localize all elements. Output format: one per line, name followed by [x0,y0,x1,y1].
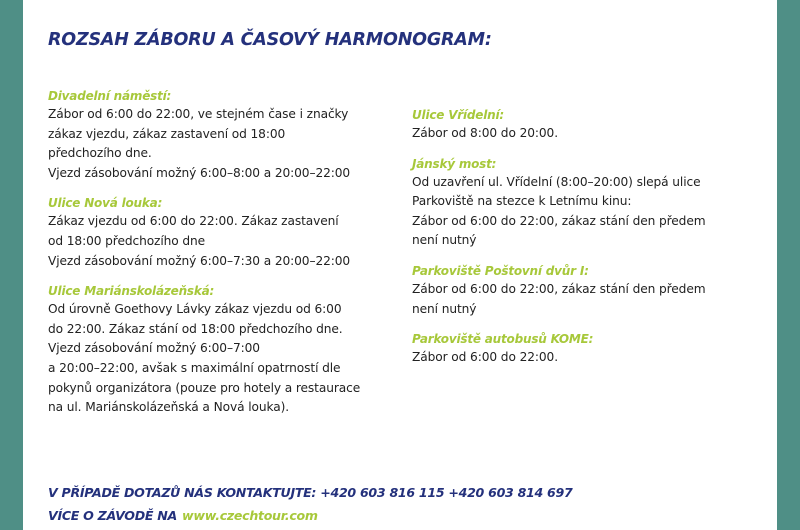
info-sheet [23,0,777,530]
section-title: Ulice Nová louka: [48,196,163,211]
page-title: ROZSAH ZÁBORU A ČASOVÝ HARMONOGRAM: [48,30,492,50]
section-body: Zábor od 6:00 do 22:00, ve stejném čase i značky zákaz vjezdu, zákaz zastavení od 18:00 předchozího dne. Vjezd zásobování možný 6:00–8:00 a 20:00–22:00 [48,107,351,180]
right-column [412,106,762,379]
section-body: Zábor od 6:00 do 22:00. [412,350,558,365]
section-body: Od úrovně Goethovy Lávky zákaz vjezdu od 6:00 do 22:00. Zákaz stání od 18:00 předchozího dne. Vjezd zásobování možný 6:00–7:00 a 20:00–22:00, avšak s maximální opatrností dle pokynů organizátora (pouze pro hotely a restaurace na ul. Mariánskolázeňská a Nová louka). [48,302,361,415]
section-body: Od uzavření ul. Vřídelní (8:00–20:00) slepá ulice Parkoviště na stezce k Letnímu kinu: Zábor od 6:00 do 22:00, zákaz stání den předem není nutný [412,174,706,248]
section-nova-louka [48,194,398,271]
section-title: Parkoviště Poštovní dvůr I: [412,263,589,278]
section-marianskolazenska [48,282,398,418]
website-label: VÍCE O ZÁVODĚ NA [48,508,177,523]
website-line [48,505,318,524]
section-vridelni [412,106,762,144]
left-column [48,87,398,429]
section-body: Zákaz vjezdu od 6:00 do 22:00. Zákaz zastavení od 18:00 předchozího dne Vjezd zásobování možný 6:00–7:30 a 20:00–22:00 [48,214,351,268]
section-postovni-dvur [412,262,762,319]
section-body: Zábor od 6:00 do 22:00, zákaz stání den předem není nutný [412,281,706,316]
section-title: Jánský most: [412,156,497,171]
website-link[interactable]: www.czechtour.com [182,508,318,523]
section-title: Parkoviště autobusů KOME: [412,332,594,347]
section-body: Zábor od 8:00 do 20:00. [412,126,558,140]
contact-line [48,482,572,501]
section-title: Ulice Mariánskolázeňská: [48,284,215,299]
section-jansky-most [412,155,762,251]
section-autobusy-kome [412,330,762,368]
contact-text: V PŘÍPADĚ DOTAZŮ NÁS KONTAKTUJTE: +420 603 816 115 +420 603 814 697 [48,485,573,500]
section-divadelni-namesti [48,87,398,183]
section-title: Divadelní náměstí: [48,89,172,103]
section-title: Ulice Vřídelní: [412,108,505,122]
